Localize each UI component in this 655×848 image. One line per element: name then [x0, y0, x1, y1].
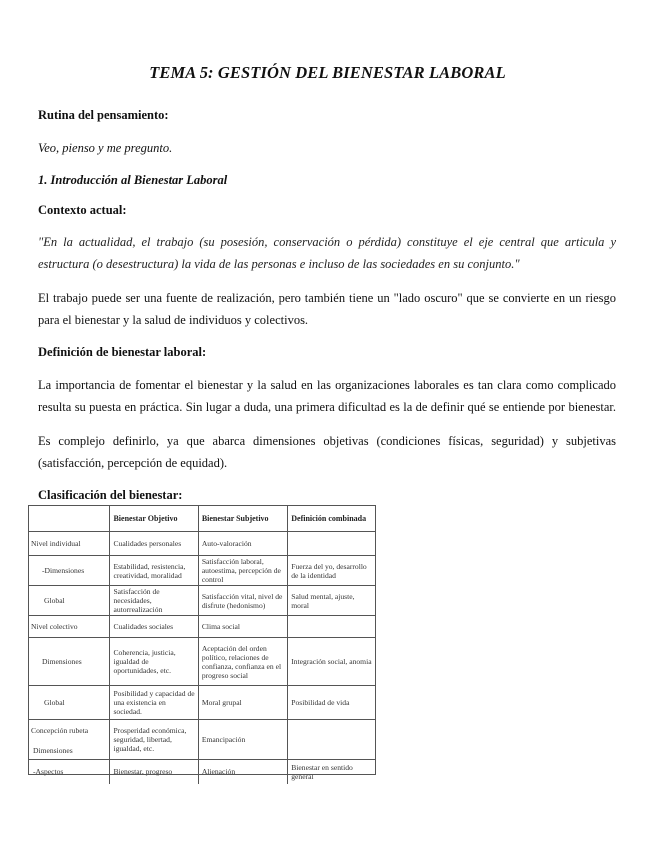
table-row — [28, 532, 376, 556]
definition-para1-line1: La importancia de fomentar el bienestar y la salud en las organizaciones laborales es tan clara como complicado — [38, 378, 616, 392]
table-header-cell: Definición combinada — [288, 505, 376, 532]
table-cell: Global — [28, 586, 110, 616]
definition-para1-line2: resulta su puesta en práctica. Sin lugar a duda, una primera dificultad es la de definir qué se entiende por bienestar. — [38, 400, 616, 414]
routine-heading: Rutina del pensamiento: — [38, 108, 169, 122]
table-cell: Moral grupal — [198, 686, 287, 720]
definition-para2-line1: Es complejo definirlo, ya que abarca dimensiones objetivas (condiciones físicas, seguridad) y subjetivas — [38, 434, 616, 448]
table-cell: Alienación — [198, 760, 287, 784]
page-title: TEMA 5: GESTIÓN DEL BIENESTAR LABORAL — [149, 63, 506, 82]
table-cell: Cualidades personales — [110, 532, 198, 556]
table-cell: Estabilidad, resistencia, creatividad, moralidad — [110, 556, 198, 586]
table-cell: -Dimensiones — [28, 556, 110, 586]
table-cell: Clima social — [198, 616, 287, 638]
table-cell: Bienestar en sentido general — [288, 760, 376, 784]
table-cell: Emancipación — [198, 720, 287, 760]
definition-para2-line2: (satisfacción, percepción de equidad). — [38, 456, 228, 470]
table-row — [28, 720, 376, 742]
table-cell: Concepción rubeta — [28, 720, 110, 742]
table-cell — [288, 720, 376, 760]
routine-text: Veo, pienso y me pregunto. — [38, 141, 173, 155]
table-cell: Posibilidad de vida — [288, 686, 376, 720]
table-cell: Satisfacción laboral, autoestima, percepción de control — [198, 556, 287, 586]
table-cell: Coherencia, justicia, igualdad de oportunidades, etc. — [110, 638, 198, 686]
table-cell: Bienestar, progreso — [110, 760, 198, 784]
table-cell: Dimensiones — [33, 745, 73, 755]
table-row — [28, 638, 376, 686]
table-cell: -Aspectos — [28, 760, 110, 784]
context-para-line1: El trabajo puede ser una fuente de realización, pero también tiene un "lado oscuro" que se convierte en un riesgo — [38, 291, 616, 305]
table-row — [28, 586, 376, 616]
table-cell: Auto-valoración — [198, 532, 287, 556]
classification-heading: Clasificación del bienestar: — [38, 488, 183, 502]
table-row — [28, 616, 376, 638]
context-quote-line2: estructura (o desestructura) la vida de las personas e incluso de las sociedades en su conjunto." — [38, 257, 520, 271]
table-cell: Integración social, anomia — [288, 638, 376, 686]
table-cell: Dimensiones — [28, 638, 110, 686]
table-header-cell: Bienestar Objetivo — [110, 505, 198, 532]
context-heading: Contexto actual: — [38, 203, 127, 217]
table-cell: Satisfacción vital, nivel de disfrute (hedonismo) — [198, 586, 287, 616]
table-cell: Nivel individual — [31, 539, 81, 548]
table-cell: Posibilidad y capacidad de una existencia en sociedad. — [110, 686, 198, 720]
table-header-cell: Bienestar Subjetivo — [198, 505, 287, 532]
section1-heading: 1. Introducción al Bienestar Laboral — [38, 173, 228, 187]
table-row — [28, 556, 376, 586]
table-header-cell — [28, 505, 110, 532]
table-cell: Nivel colectivo — [28, 616, 110, 638]
table-cell: Fuerza del yo, desarrollo de la identidad — [288, 556, 376, 586]
table-row — [28, 686, 376, 720]
table-cell: Aceptación del orden político, relaciones de confianza, confianza en el progreso social — [198, 638, 287, 686]
table-cell: Cualidades sociales — [110, 616, 198, 638]
table-cell: Salud mental, ajuste, moral — [288, 586, 376, 616]
table-cell: Prosperidad económica, seguridad, libertad, igualdad, etc. — [110, 720, 198, 760]
table-cell: Global — [28, 686, 110, 720]
table-cell — [288, 616, 376, 638]
table-row — [28, 760, 376, 784]
table-cell: Satisfacción de necesidades, autorrealización — [110, 586, 198, 616]
table-cell — [288, 532, 376, 556]
table-header-row — [28, 505, 376, 532]
classification-table — [28, 505, 376, 784]
context-para-line2: para el bienestar y la salud de individuos y colectivos. — [38, 313, 309, 327]
context-quote-line1: "En la actualidad, el trabajo (su posesión, conservación o pérdida) constituye el eje central que articula y — [38, 235, 616, 249]
definition-heading: Definición de bienestar laboral: — [38, 345, 207, 359]
